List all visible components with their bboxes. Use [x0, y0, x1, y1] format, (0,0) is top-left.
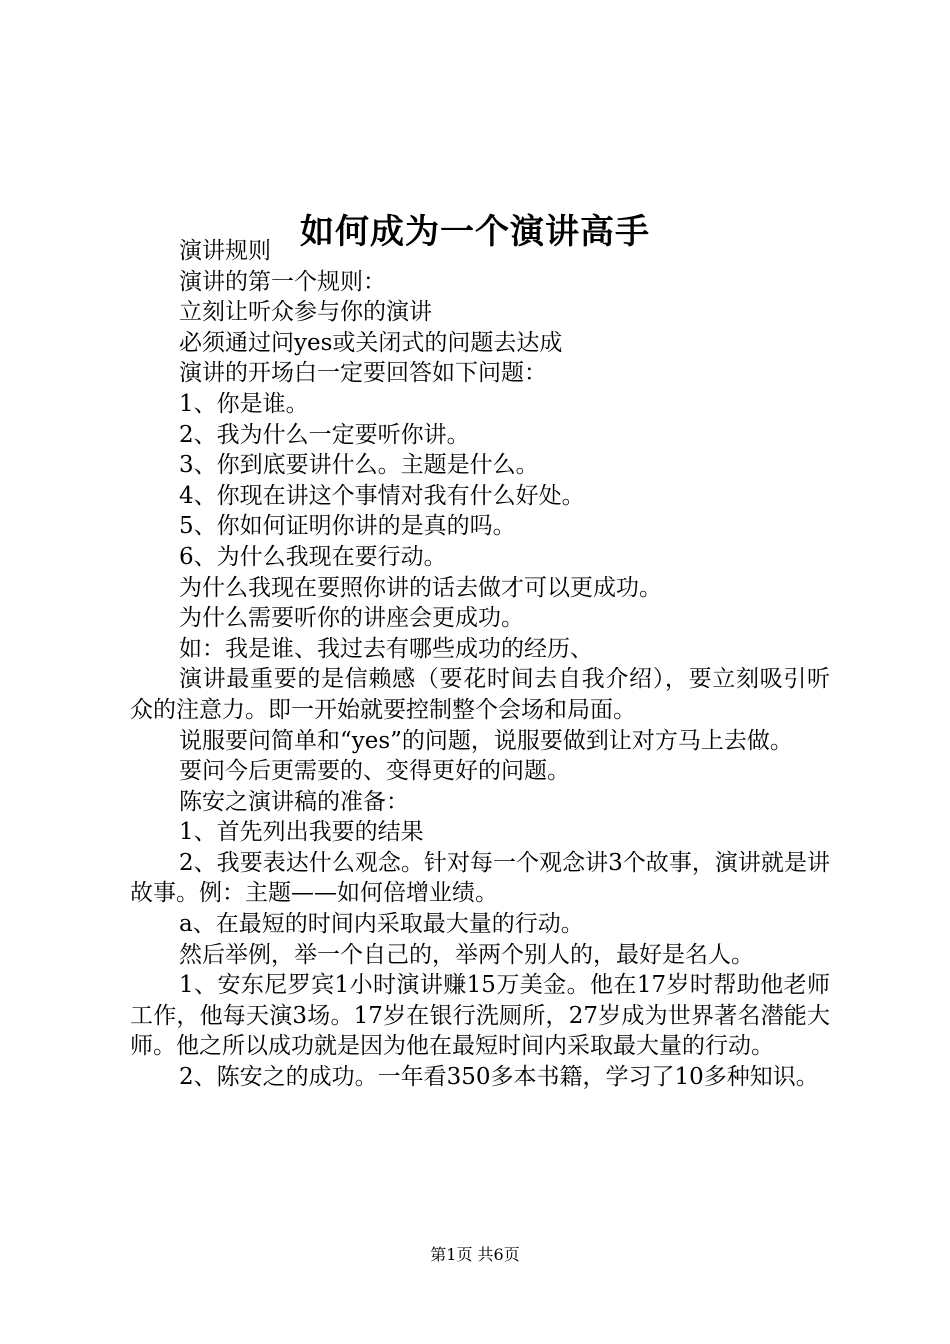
- list-item: 6、为什么我现在要行动。: [179, 543, 447, 570]
- paragraph: 立刻让听众参与你的演讲: [179, 299, 432, 326]
- paragraph: 演讲的开场白一定要回答如下问题：: [179, 360, 547, 387]
- paragraph: 然后举例，举一个自己的，举两个别人的，最好是名人。: [179, 941, 754, 968]
- paragraph: 为什么我现在要照你讲的话去做才可以更成功。: [179, 574, 662, 601]
- list-item: 3、你到底要讲什么。主题是什么。: [179, 452, 539, 479]
- list-item: 2、我为什么一定要听你讲。: [179, 421, 470, 448]
- list-item: 4、你现在讲这个事情对我有什么好处。: [179, 482, 585, 509]
- list-item: 2、我要表达什么观念。针对每一个观念讲3个故事，演讲就是讲故事。例：主题——如何倍增业绩。: [130, 849, 830, 907]
- paragraph: 必须通过问yes或关闭式的问题去达成: [179, 329, 563, 356]
- paragraph: 要问今后更需要的、变得更好的问题。: [179, 758, 570, 785]
- paragraph: 如：我是谁、我过去有哪些成功的经历、: [179, 635, 593, 662]
- list-item: a、在最短的时间内采取最大量的行动。: [179, 911, 584, 938]
- page-title: 如何成为一个演讲高手: [300, 211, 650, 252]
- list-item: 1、你是谁。: [179, 390, 309, 417]
- paragraph: 说服要问简单和“yes”的问题，说服要做到让对方马上去做。: [179, 727, 793, 754]
- list-item: 2、陈安之的成功。一年看350多本书籍，学习了10多种知识。: [179, 1064, 819, 1091]
- list-item: 1、首先列出我要的结果: [179, 819, 424, 846]
- page-footer: 第1页 共6页: [430, 1245, 520, 1264]
- paragraph: 演讲规则: [179, 238, 271, 264]
- document-body: [130, 236, 830, 1093]
- list-item: 1、安东尼罗宾1小时演讲赚15万美金。他在17岁时帮助他老师工作，他每天演3场。17岁在银行洗厕所，27岁成为世界著名潜能大师。他之所以成功就是因为他在最短时间内采取最大量的行动。: [130, 972, 830, 1060]
- paragraph: 为什么需要听你的讲座会更成功。: [179, 605, 524, 632]
- paragraph: 演讲最重要的是信赖感（要花时间去自我介绍），要立刻吸引听众的注意力。即一开始就要控制整个会场和局面。: [130, 666, 830, 723]
- list-item: 5、你如何证明你讲的是真的吗。: [179, 513, 516, 540]
- paragraph: 陈安之演讲稿的准备：: [179, 788, 409, 815]
- paragraph: 演讲的第一个规则：: [179, 268, 386, 295]
